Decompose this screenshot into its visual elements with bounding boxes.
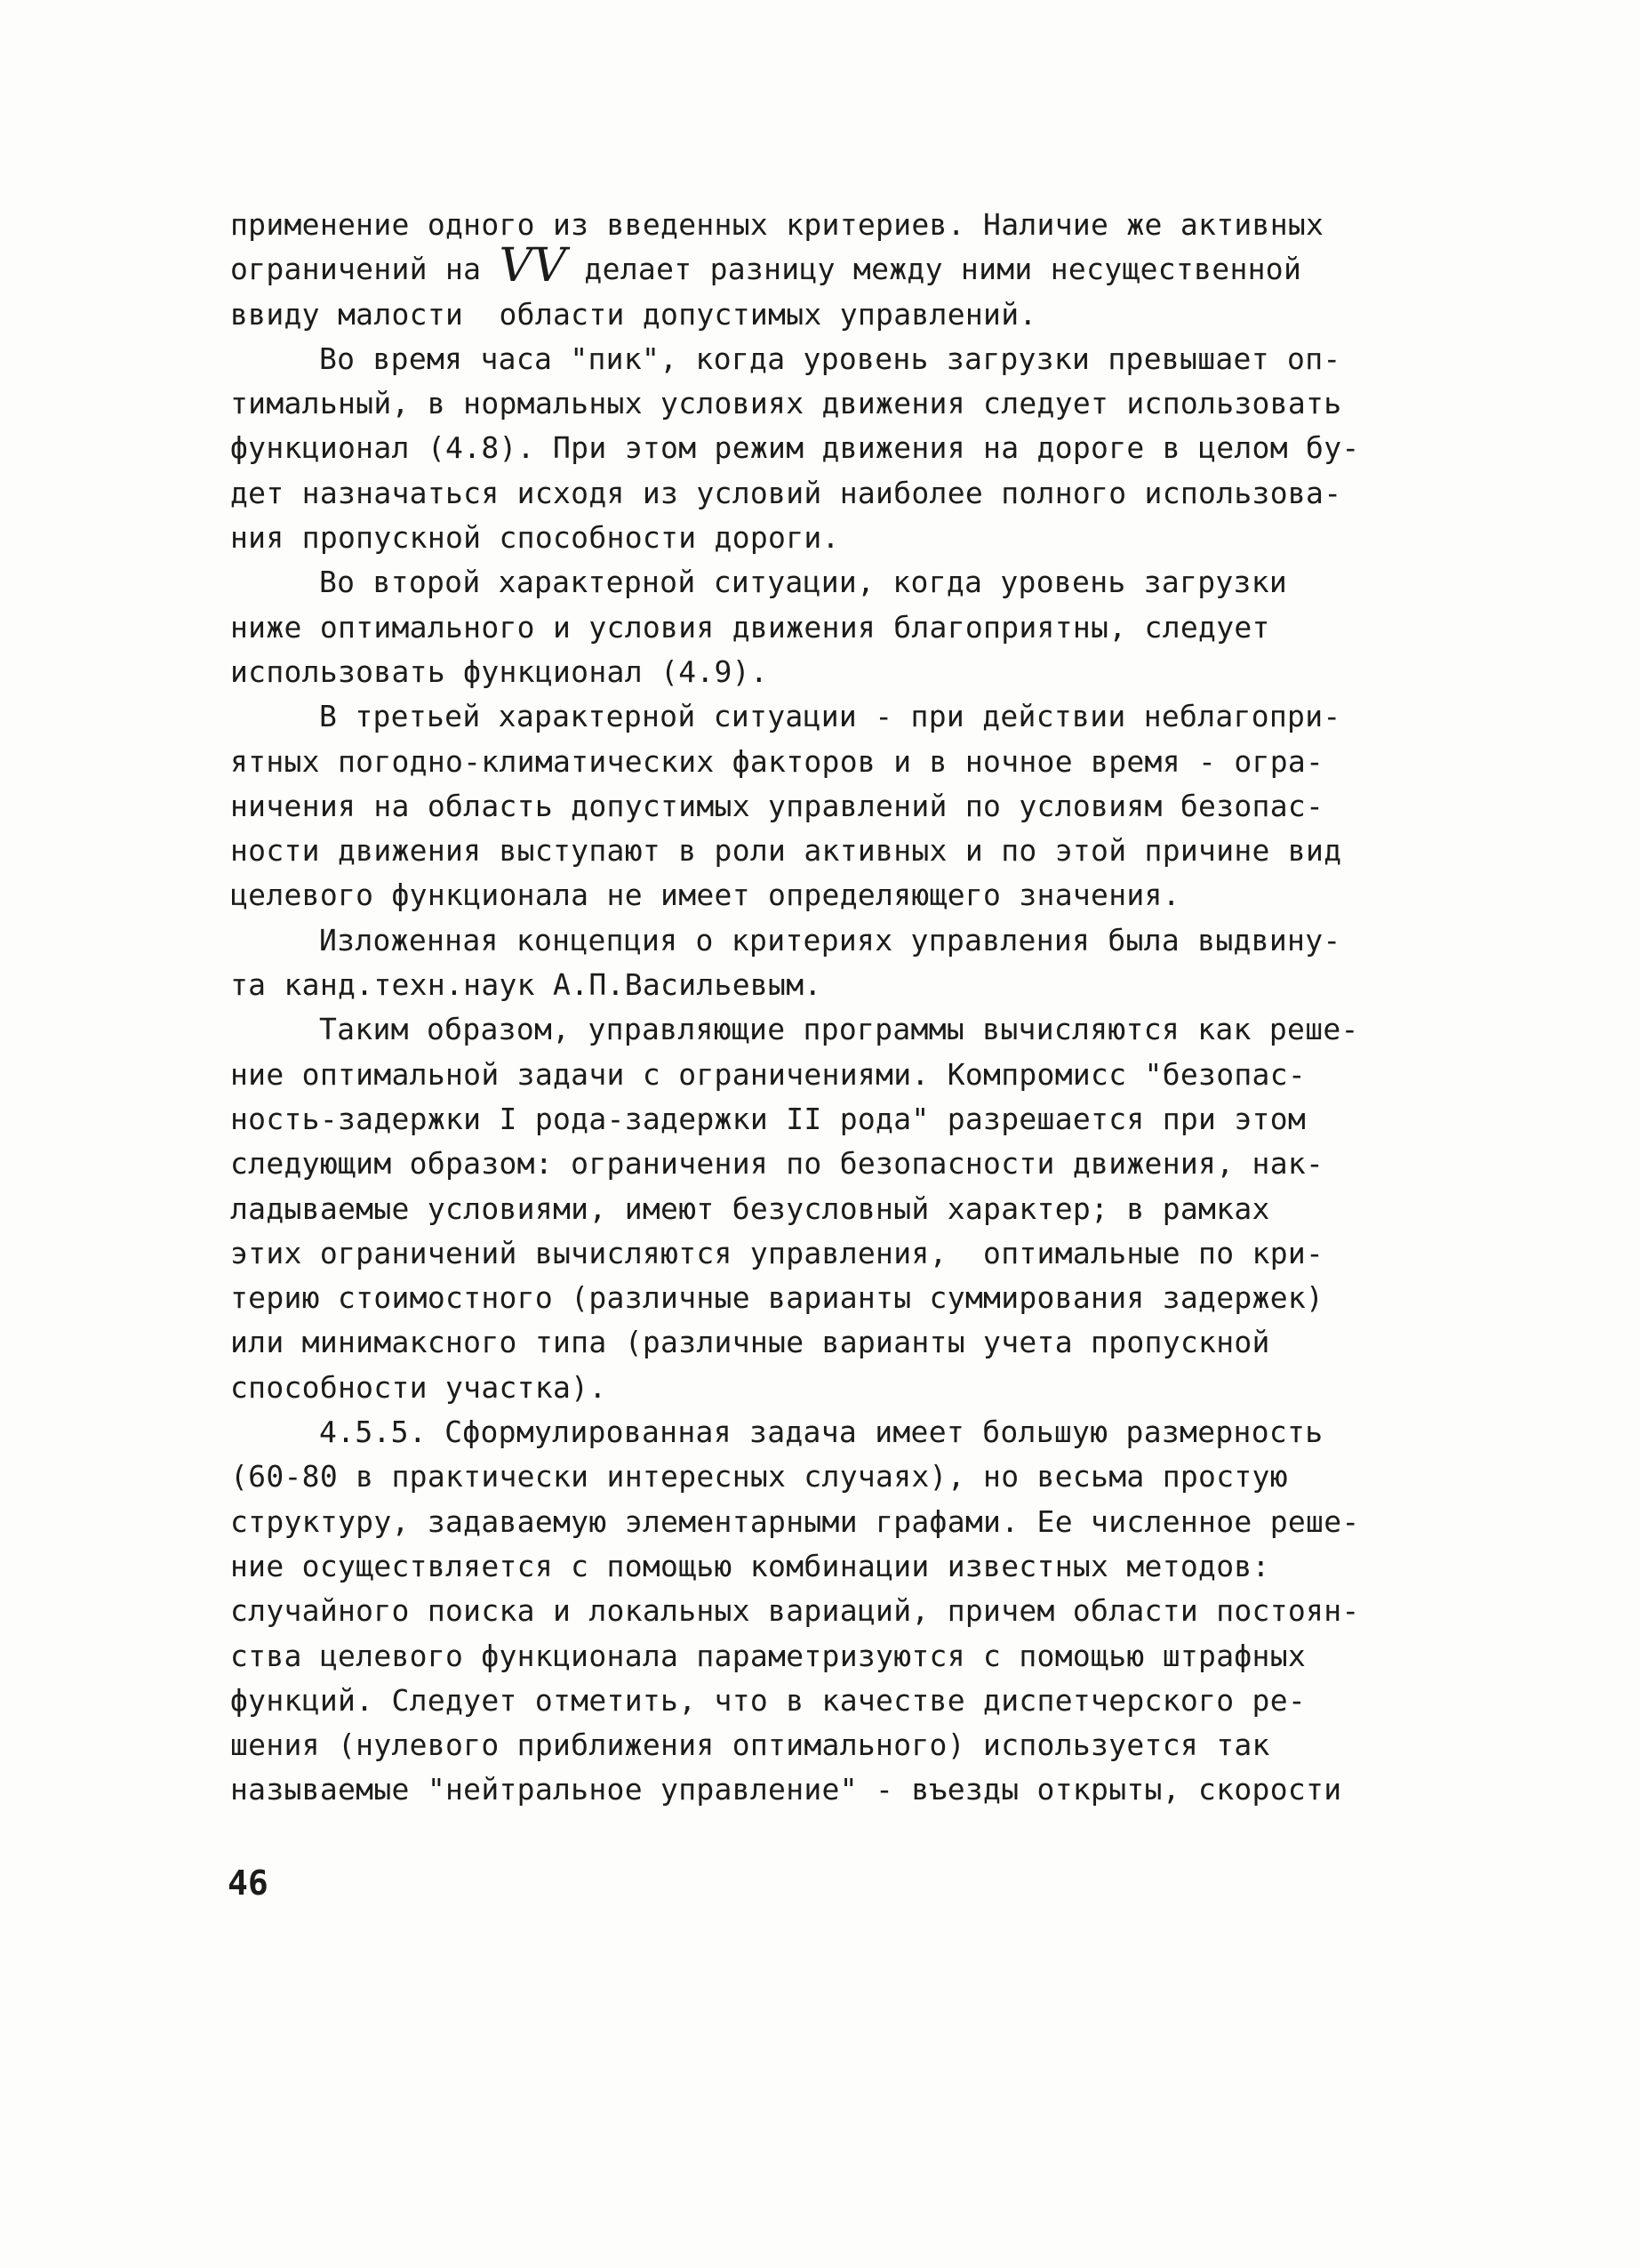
text-line: способности участка). <box>230 1369 607 1405</box>
text-line: терию стоимостного (различные варианты суммирования задержек) <box>230 1280 1324 1316</box>
text-line: ятных погодно-климатических факторов и в ночное время - огра- <box>230 743 1324 779</box>
text-line: использовать функционал (4.9). <box>230 653 769 689</box>
text-segment: делает разницу между ними несущественной <box>566 252 1302 287</box>
text-line: шения (нулевого приближения оптимального) используется так <box>230 1727 1270 1763</box>
text-line: ние осуществляется с помощью комбинации известных методов: <box>230 1548 1270 1583</box>
text-line: следующим образом: ограничения по безопасности движения, нак- <box>230 1146 1324 1182</box>
text-line: ние оптимальной задачи с ограничениями. Компромисс "безопас- <box>230 1056 1307 1092</box>
text-line: Во время часа "пик", когда уровень загрузки превышает оп- <box>319 341 1341 376</box>
text-line <box>230 239 1386 293</box>
text-line: или минимаксного типа (различные варианты учета пропускной <box>230 1325 1270 1360</box>
text-line: целевого функционала не имеет определяющего значения. <box>230 878 1180 913</box>
text-line: ладываемые условиями, имеют безусловный характер; в рамках <box>230 1190 1270 1226</box>
text-line: Изложенная концепция о критериях управления была выдвину- <box>319 922 1341 958</box>
text-line: ничения на область допустимых управлений по условиям безопас- <box>230 788 1324 823</box>
text-line: ность-задержки I рода-задержки II рода" разрешается при этом <box>230 1101 1307 1136</box>
page-number: 46 <box>228 1863 268 1903</box>
text-line: та канд.техн.наук А.П.Васильевым. <box>230 967 822 1003</box>
text-line: Во второй характерной ситуации, когда уровень загрузки <box>319 565 1288 600</box>
text-line: (60-80 в практически интересных случаях), но весьма простую <box>230 1459 1288 1495</box>
text-line: функций. Следует отметить, что в качестве диспетчерского ре- <box>230 1682 1307 1718</box>
text-line: 4.5.5. Сформулированная задача имеет большую размерность <box>319 1414 1324 1450</box>
body-text <box>230 203 1386 1813</box>
text-line: этих ограничений вычисляются управления, оптимальные по кри- <box>230 1235 1324 1270</box>
math-symbol: VV <box>499 239 567 293</box>
text-line: ства целевого функционала параметризуются с помощью штрафных <box>230 1638 1307 1673</box>
text-line: функционал (4.8). При этом режим движения на дороге в целом бу- <box>230 430 1360 466</box>
text-line: называемые "нейтральное управление" - въезды открыты, скорости <box>230 1772 1342 1807</box>
text-line: ввиду малости области допустимых управлений. <box>230 296 1037 332</box>
text-line: ности движения выступают в роли активных и по этой причине вид <box>230 833 1342 869</box>
text-line: ниже оптимального и условия движения благоприятны, следует <box>230 609 1270 645</box>
text-line: структуру, задаваемую элементарными графами. Ее численное реше- <box>230 1503 1360 1539</box>
text-line: ния пропускной способности дороги. <box>230 520 840 556</box>
text-line: применение одного из введенных критериев. Наличие же активных <box>230 207 1324 242</box>
text-line: дет назначаться исходя из условий наиболее полного использова- <box>230 475 1342 510</box>
text-line: Таким образом, управляющие программы вычисляются как реше- <box>319 1012 1359 1047</box>
text-line: В третьей характерной ситуации - при действии неблагопри- <box>319 699 1341 734</box>
text-line: тимальный, в нормальных условиях движения следует использовать <box>230 386 1342 421</box>
text-segment: ограничений на <box>230 252 500 287</box>
text-line: случайного поиска и локальных вариаций, причем области постоян- <box>230 1593 1360 1629</box>
